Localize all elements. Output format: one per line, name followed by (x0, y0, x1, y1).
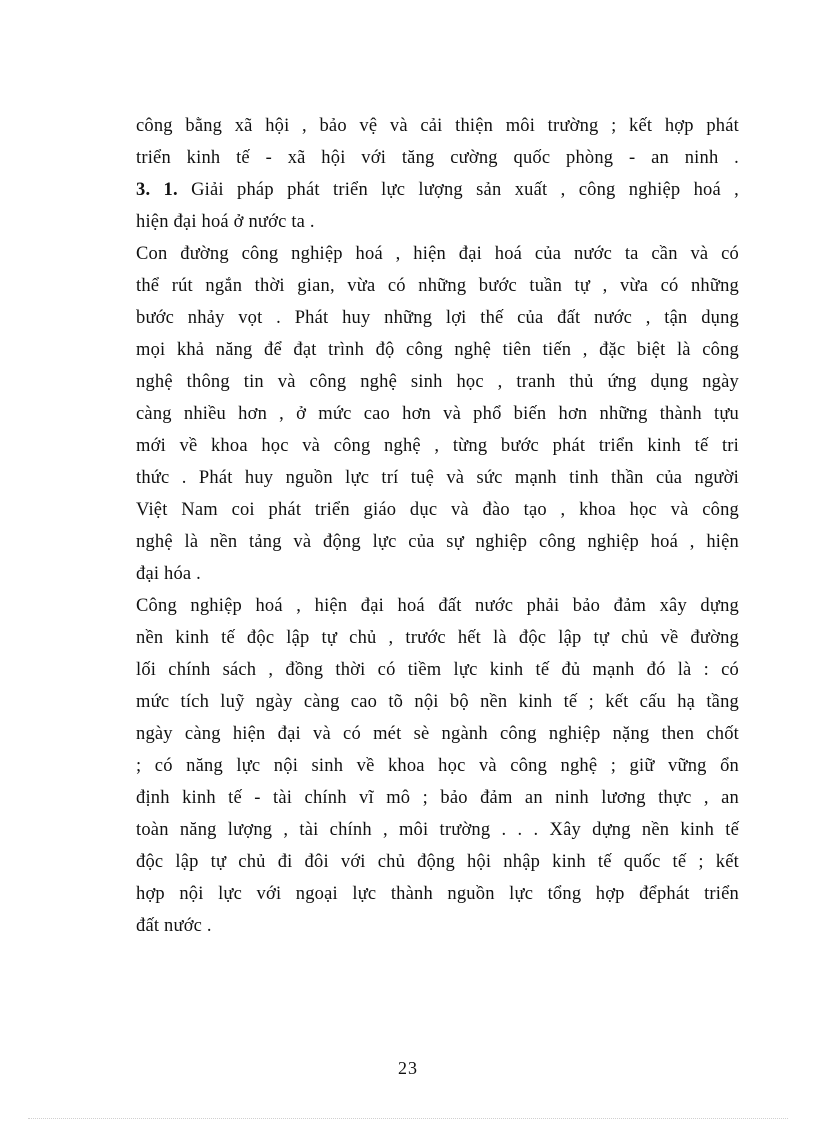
text-line: định kinh tế - tài chính vĩ mô ; bảo đảm an ninh lương thực , an (136, 788, 739, 808)
text-line: đất nước . (136, 916, 212, 936)
text-line: mới về khoa học và công nghệ , từng bước phát triển kinh tế tri (136, 436, 739, 456)
page-bottom-divider (28, 1118, 788, 1119)
text-line: lối chính sách , đồng thời có tiềm lực kinh tế đủ mạnh đó là : có (136, 660, 739, 680)
text-line: công bằng xã hội , bảo vệ và cải thiện môi trường ; kết hợp phát (136, 116, 739, 136)
text-line: ; có năng lực nội sinh về khoa học và công nghệ ; giữ vững ổn (136, 756, 739, 776)
text-line: triển kinh tế - xã hội với tăng cường quốc phòng - an ninh . (136, 148, 739, 168)
text-line: Con đường công nghiệp hoá , hiện đại hoá của nước ta cần và có (136, 244, 739, 264)
text-line: nền kinh tế độc lập tự chủ , trước hết là độc lập tự chủ về đường (136, 628, 739, 648)
section-heading: Giải pháp phát triển lực lượng sản xuất , công nghiệp hoá , (177, 180, 739, 200)
text-line: Việt Nam coi phát triển giáo dục và đào tạo , khoa học và công (136, 500, 739, 520)
section-heading-cont: hiện đại hoá ở nước ta . (136, 212, 315, 232)
body-text (136, 110, 739, 942)
text-line: đại hóa . (136, 564, 201, 584)
text-line: ngày càng hiện đại và có mét sè ngành công nghiệp nặng then chốt (136, 724, 739, 744)
text-line: thể rút ngắn thời gian, vừa có những bước tuần tự , vừa có những (136, 276, 739, 296)
text-line: thức . Phát huy nguồn lực trí tuệ và sức mạnh tinh thần của người (136, 468, 739, 488)
text-line: nghệ thông tin và công nghệ sinh học , tranh thủ ứng dụng ngày (136, 372, 739, 392)
text-line: mức tích luỹ ngày càng cao tõ nội bộ nền kinh tế ; kết cấu hạ tầng (136, 692, 739, 712)
text-line: nghệ là nền tảng và động lực của sự nghiệp công nghiệp hoá , hiện (136, 532, 739, 552)
text-line: bước nhảy vọt . Phát huy những lợi thế của đất nước , tận dụng (136, 308, 739, 328)
text-line: hợp nội lực với ngoại lực thành nguồn lực tổng hợp đểphát triển (136, 884, 739, 904)
text-line: Công nghiệp hoá , hiện đại hoá đất nước phải bảo đảm xây dựng (136, 596, 739, 616)
text-line: toàn năng lượng , tài chính , môi trường . . . Xây dựng nền kinh tế (136, 820, 739, 840)
text-line: càng nhiều hơn , ở mức cao hơn và phổ biến hơn những thành tựu (136, 404, 739, 424)
text-line: mọi khả năng để đạt trình độ công nghệ tiên tiến , đặc biệt là công (136, 340, 739, 360)
section-heading-line (136, 174, 739, 206)
section-number: 3. 1. (136, 180, 178, 200)
page-number: 23 (398, 1058, 418, 1078)
text-line: độc lập tự chủ đi đôi với chủ động hội nhập kinh tế quốc tế ; kết (136, 852, 739, 872)
